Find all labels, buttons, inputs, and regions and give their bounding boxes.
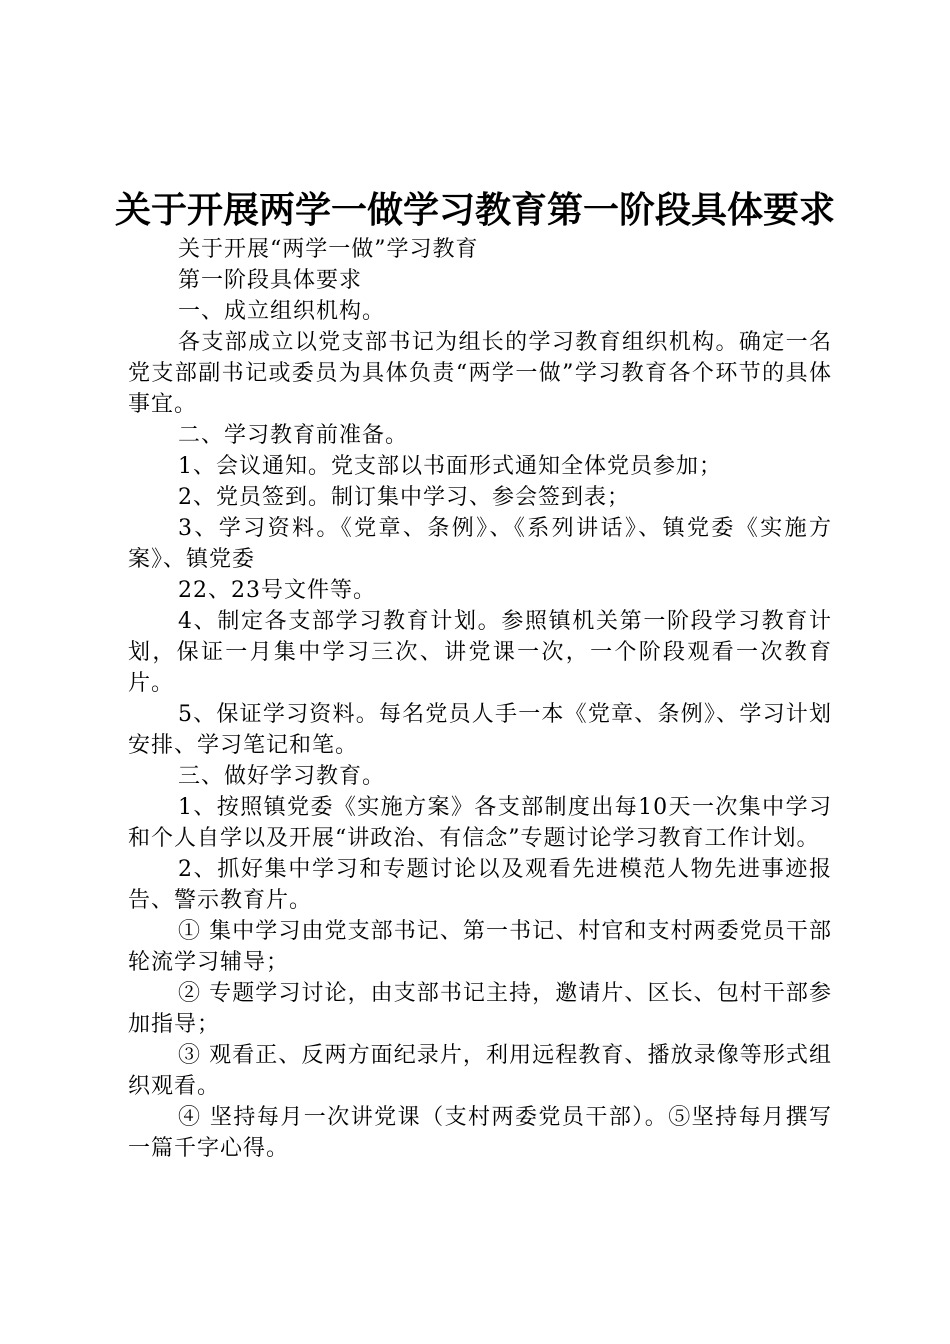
list-item: 1、按照镇党委《实施方案》各支部制度出每10天一次集中学习和个人自学以及开展“讲政治、有信念”专题讨论学习教育工作计划。 — [128, 795, 832, 851]
sub-list-item: ④ 坚持每月一次讲党课（支村两委党员干部）。⑤坚持每月撰写一篇千字心得。 — [128, 1105, 832, 1161]
list-item: 5、保证学习资料。每名党员人手一本《党章、条例》、学习计划安排、学习笔记和笔。 — [128, 702, 832, 758]
list-item: 2、党员签到。制订集中学习、参会签到表； — [178, 485, 630, 510]
section-heading-3: 三、做好学习教育。 — [178, 764, 386, 789]
subtitle-line-2: 第一阶段具体要求 — [178, 268, 363, 293]
sub-list-item: ① 集中学习由党支部书记、第一书记、村官和支村两委党员干部轮流学习辅导； — [128, 919, 832, 975]
paragraph: 各支部成立以党支部书记为组长的学习教育组织机构。确定一名党支部副书记或委员为具体负责“两学一做”学习教育各个环节的具体事宜。 — [128, 330, 832, 417]
sub-list-item: ③ 观看正、反两方面纪录片，利用远程教育、播放录像等形式组织观看。 — [128, 1043, 832, 1099]
list-item-continuation: 22、23号文件等。 — [178, 578, 376, 603]
list-item: 3、学习资料。《党章、条例》、《系列讲话》、镇党委《实施方案》、镇党委 — [128, 516, 832, 572]
subtitle-line-1: 关于开展“两学一做”学习教育 — [178, 237, 479, 262]
list-item: 2、抓好集中学习和专题讨论以及观看先进模范人物先进事迹报告、警示教育片。 — [128, 857, 832, 913]
document-title: 关于开展两学一做学习教育第一阶段具体要求 — [114, 189, 835, 231]
document-body — [128, 234, 832, 1164]
list-item: 4、制定各支部学习教育计划。参照镇机关第一阶段学习教育计划，保证一月集中学习三次、讲党课一次，一个阶段观看一次教育片。 — [128, 609, 832, 696]
section-heading-2: 二、学习教育前准备。 — [178, 423, 409, 448]
list-item: 1、会议通知。党支部以书面形式通知全体党员参加； — [178, 454, 722, 479]
sub-list-item: ② 专题学习讨论，由支部书记主持，邀请片、区长、包村干部参加指导； — [128, 981, 832, 1037]
section-heading-1: 一、成立组织机构。 — [178, 299, 386, 324]
